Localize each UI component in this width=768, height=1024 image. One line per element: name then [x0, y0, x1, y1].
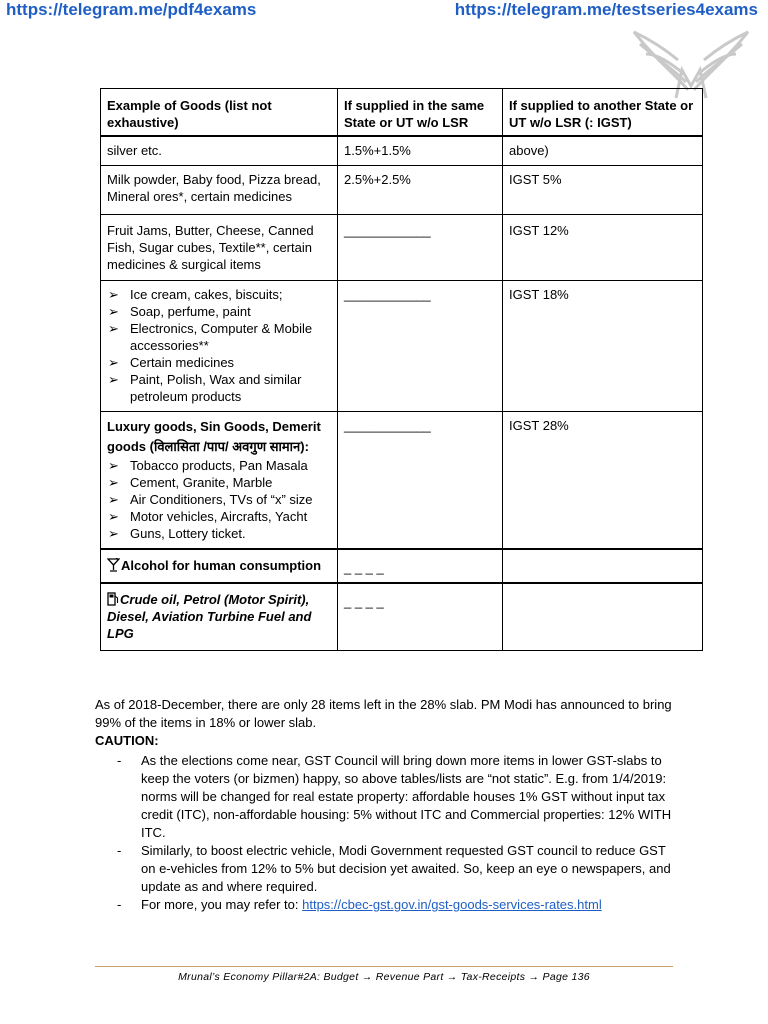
luxury-goods-heading: Luxury goods, Sin Goods, Demerit goods (विलासिता /पाप/ अवगुण सामान): — [107, 419, 321, 454]
other-state-cell: IGST 12% — [503, 215, 703, 281]
same-state-cell: 1.5%+1.5% — [338, 136, 503, 166]
footer-rule — [95, 966, 673, 967]
goods-cell: silver etc. — [101, 136, 338, 166]
goods-cell: Crude oil, Petrol (Motor Spirit), Diesel, Aviation Turbine Fuel and LPG — [101, 583, 338, 651]
table-row — [101, 166, 703, 215]
arrow-bullet-icon: ➢ — [108, 355, 119, 370]
list-item: - As the elections come near, GST Council will bring down more items in lower GST-slabs to keep the voters (or bizmen) happy, so above tables/lists are “not static”. E.g. from 1/4/2019: norms will be changed for real estate property: affordable houses 1% GST without input tax credit (ITC), non-affordable housing: 5% without ITC and Commercial properties: 12% WITH ITC. — [117, 753, 672, 840]
table-row — [101, 412, 703, 550]
caution-heading: CAUTION: — [95, 733, 159, 748]
same-state-cell: _ _ _ _ — [338, 583, 503, 651]
goods-cell — [101, 412, 338, 550]
goods-cell — [101, 281, 338, 412]
list-item: ➢ Certain medicines — [108, 355, 235, 370]
list-item: - For more, you may refer to: https://cbec-gst.gov.in/gst-goods-services-rates.html — [117, 897, 602, 912]
same-state-cell: _ _ _ _ — [338, 549, 503, 583]
arrow-bullet-icon: ➢ — [108, 287, 119, 302]
goods-cell: Fruit Jams, Butter, Cheese, Canned Fish, Sugar cubes, Textile**, certain medicines & surgical items — [101, 215, 338, 281]
list-item: ➢ Tobacco products, Pan Masala — [108, 458, 308, 473]
list-item: ➢ Electronics, Computer & Mobile accessories** — [108, 321, 313, 353]
goods-cell: Milk powder, Baby food, Pizza bread, Mineral ores*, certain medicines — [101, 166, 338, 215]
other-state-cell: above) — [503, 136, 703, 166]
list-item: ➢ Soap, perfume, paint — [108, 304, 251, 319]
goods-bullet-list — [107, 286, 331, 405]
gst-rates-table — [100, 88, 703, 651]
list-item: ➢ Ice cream, cakes, biscuits; — [108, 287, 283, 302]
table-row — [101, 583, 703, 651]
list-item: - Similarly, to boost electric vehicle, Modi Government requested GST council to reduce GST on e-vehicles from 12% to 5% but decision yet awaited. So, keep an eye o newspapers, and update as and where required. — [117, 843, 671, 894]
goods-cell: Alcohol for human consumption — [101, 549, 338, 583]
other-state-cell: IGST 28% — [503, 412, 703, 550]
caution-list — [95, 752, 680, 914]
page-footer: Mrunal’s Economy Pillar#2A: Budget → Revenue Part → Tax-Receipts → Page 136 — [178, 971, 590, 983]
same-state-cell: ____________ — [338, 412, 503, 550]
intro-paragraph: As of 2018-December, there are only 28 items left in the 28% slab. PM Modi has announced to bring 99% of the items in 18% or lower slab. — [95, 697, 672, 730]
arrow-bullet-icon: ➢ — [108, 492, 119, 507]
arrow-bullet-icon: ➢ — [108, 475, 119, 490]
arrow-bullet-icon: ➢ — [108, 509, 119, 524]
list-item: ➢ Paint, Polish, Wax and similar petroleum products — [108, 372, 302, 404]
header-same-state: If supplied in the same State or UT w/o LSR — [338, 89, 503, 137]
other-state-cell — [503, 583, 703, 651]
header-other-state: If supplied to another State or UT w/o LSR (: IGST) — [503, 89, 703, 137]
cocktail-glass-icon — [107, 558, 120, 572]
arrow-bullet-icon: ➢ — [108, 526, 119, 541]
other-state-cell: IGST 5% — [503, 166, 703, 215]
same-state-cell: ____________ — [338, 215, 503, 281]
arrow-bullet-icon: ➢ — [108, 458, 119, 473]
header-goods: Example of Goods (list not exhaustive) — [101, 89, 338, 137]
list-item: ➢ Air Conditioners, TVs of “x” size — [108, 492, 313, 507]
arrow-bullet-icon: ➢ — [108, 321, 119, 336]
gst-rates-link[interactable]: https://cbec-gst.gov.in/gst-goods-services-rates.html — [302, 897, 602, 912]
telegram-testseries-link[interactable]: https://telegram.me/testseries4exams — [454, 0, 758, 19]
fuel-pump-icon — [107, 592, 119, 606]
telegram-pdf4exams-link[interactable]: https://telegram.me/pdf4exams — [6, 0, 257, 19]
list-item: ➢ Motor vehicles, Aircrafts, Yacht — [108, 509, 308, 524]
other-state-cell: IGST 18% — [503, 281, 703, 412]
arrow-bullet-icon: ➢ — [108, 372, 119, 387]
list-item: ➢ Guns, Lottery ticket. — [108, 526, 246, 541]
goods-bullet-list — [107, 457, 331, 542]
other-state-cell — [503, 549, 703, 583]
same-state-cell: 2.5%+2.5% — [338, 166, 503, 215]
arrow-bullet-icon: ➢ — [108, 304, 119, 319]
table-row — [101, 136, 703, 166]
same-state-cell: ____________ — [338, 281, 503, 412]
table-header-row — [101, 89, 703, 137]
list-item: ➢ Cement, Granite, Marble — [108, 475, 273, 490]
table-row — [101, 549, 703, 583]
table-row — [101, 215, 703, 281]
table-row — [101, 281, 703, 412]
